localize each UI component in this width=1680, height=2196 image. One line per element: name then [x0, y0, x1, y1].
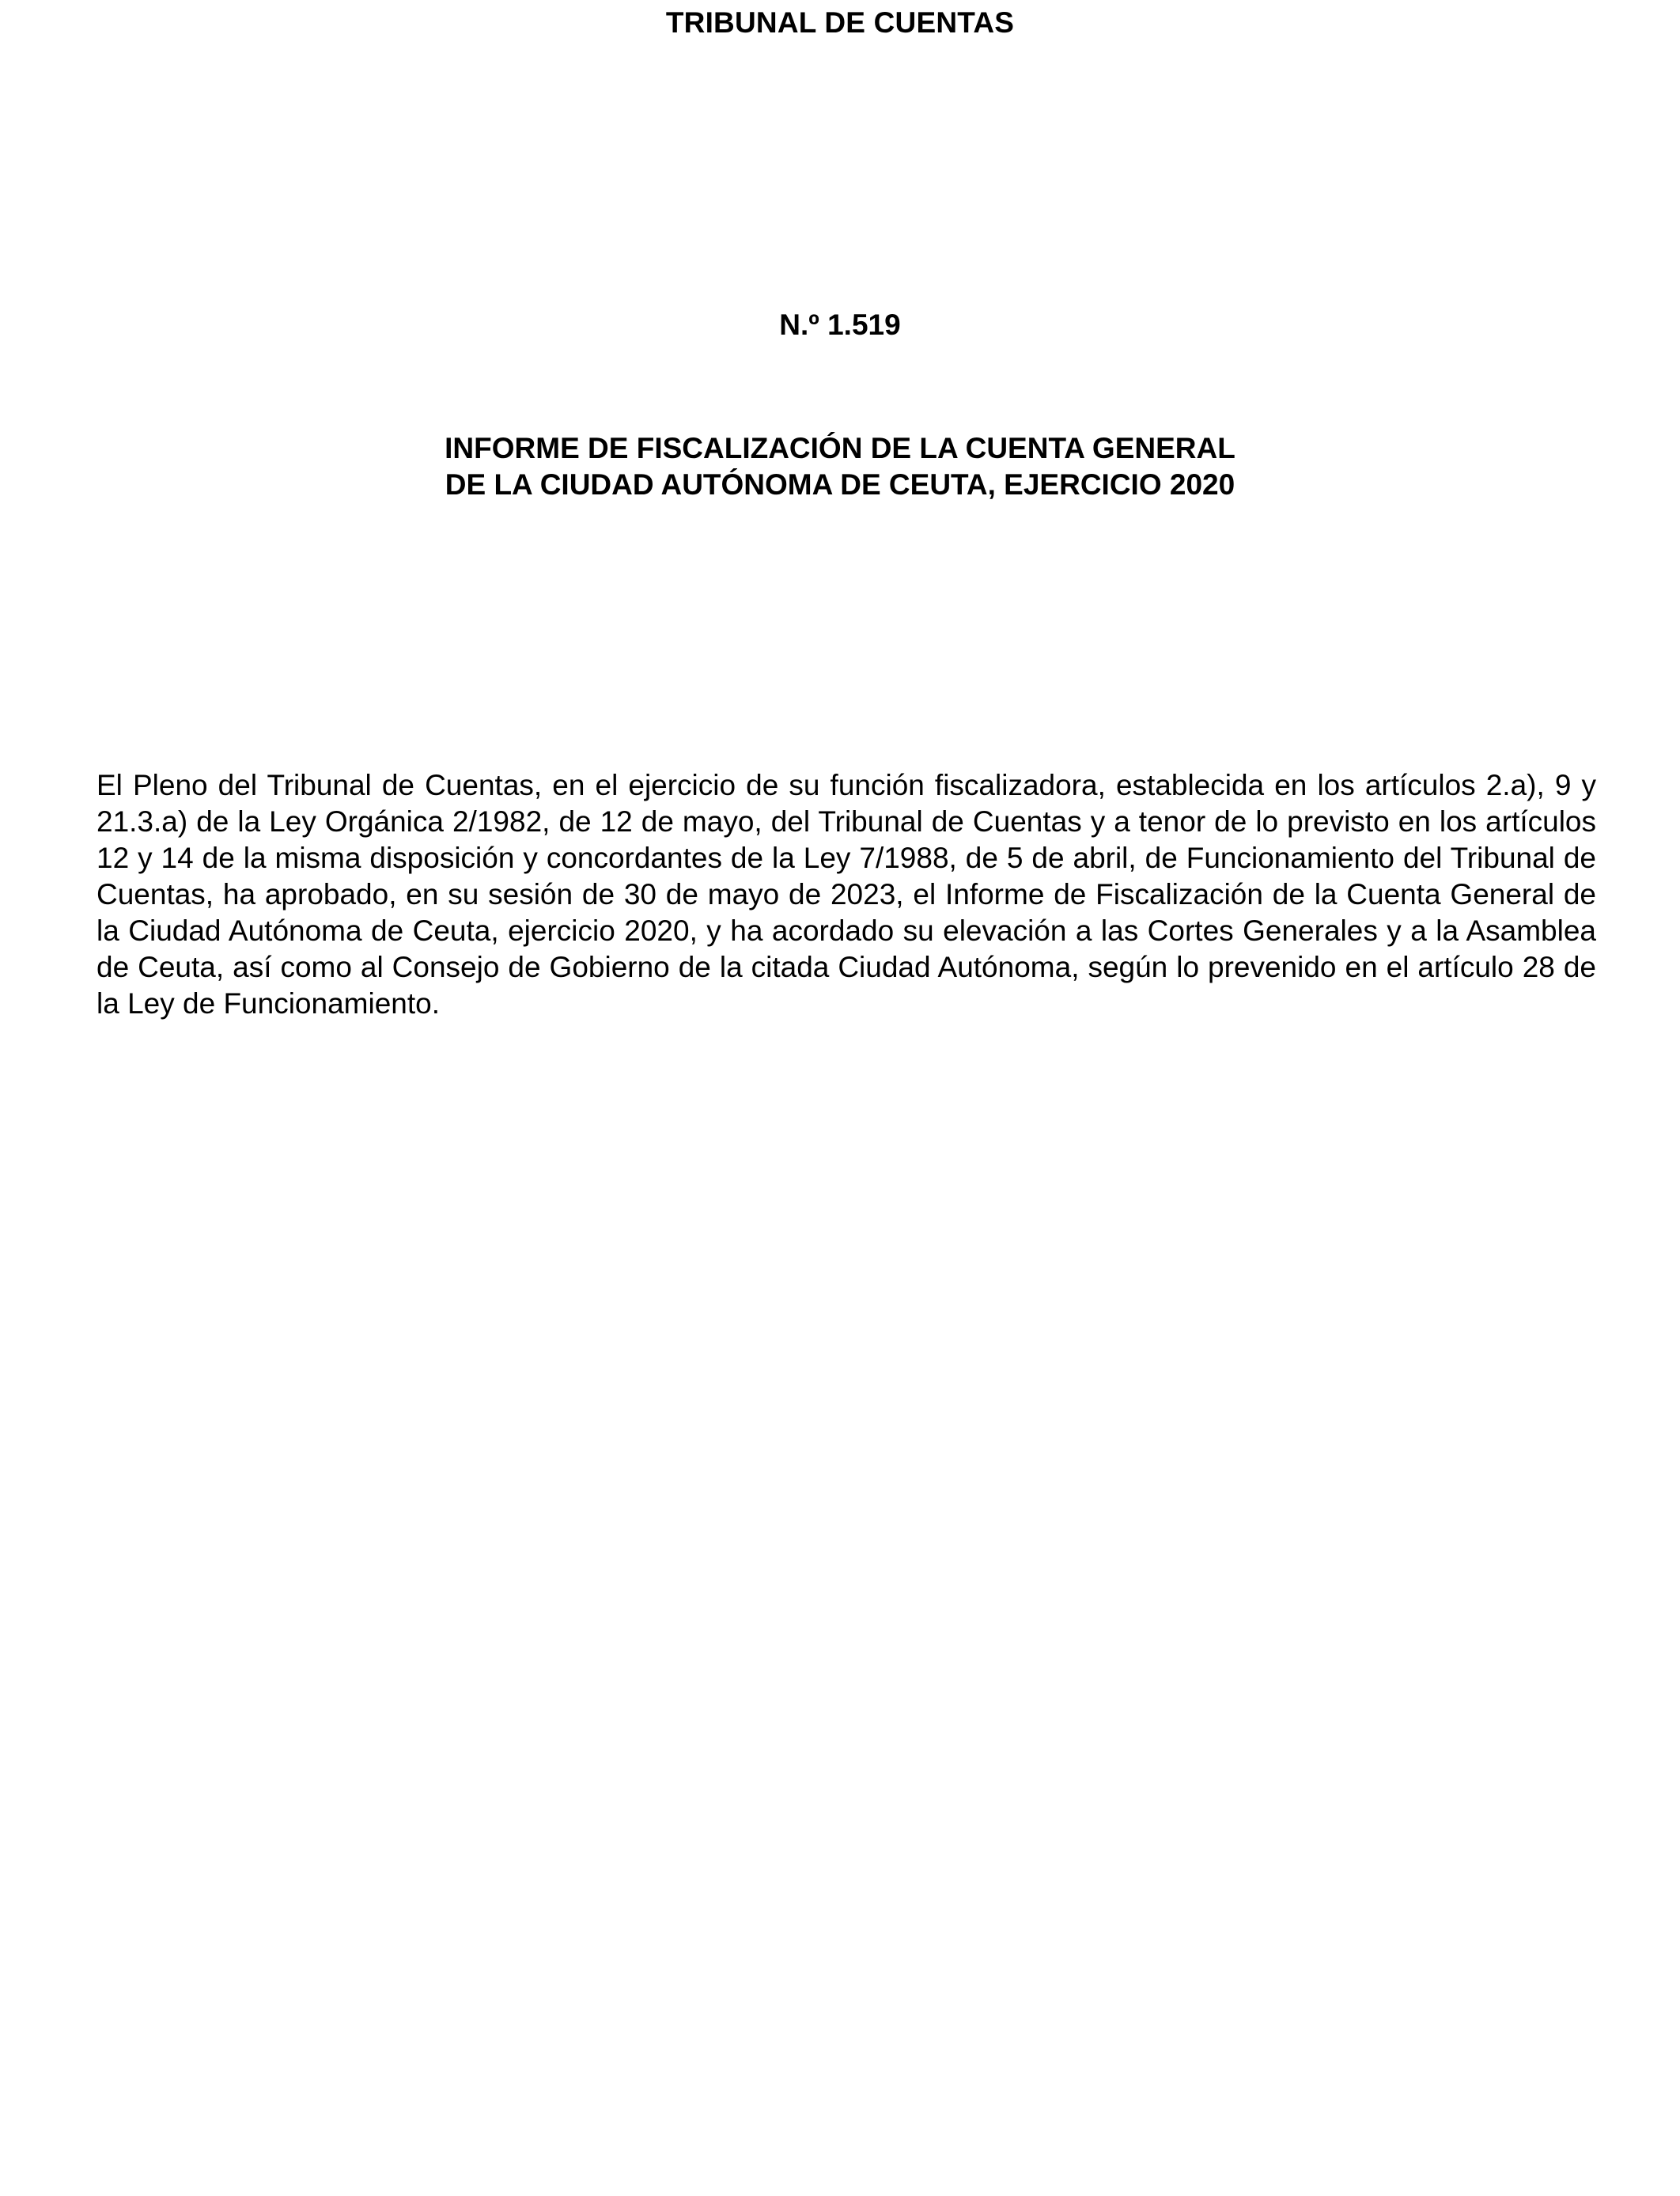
report-title-line-1: INFORME DE FISCALIZACIÓN DE LA CUENTA GENERAL [445, 432, 1235, 464]
approval-paragraph: El Pleno del Tribunal de Cuentas, en el ejercicio de su función fiscalizadora, establecida en los artículos 2.a), 9 y 21.3.a) de la Ley Orgánica 2/1982, de 12 de mayo, del Tribunal de Cuentas y a tenor de lo previsto en los artículos 12 y 14 de la misma disposición y concordantes de la Ley 7/1988, de 5 de abril, de Funcionamiento del Tribunal de Cuentas, ha aprobado, en su sesión de 30 de mayo de 2023, el Informe de Fiscalización de la Cuenta General de la Ciudad Autónoma de Ceuta, ejercicio 2020, y ha acordado su elevación a las Cortes Generales y a la Asamblea de Ceuta, así como al Consejo de Gobierno de la citada Ciudad Autónoma, según lo prevenido en el artículo 28 de la Ley de Funcionamiento. [96, 769, 1596, 1020]
report-title [0, 430, 1680, 503]
institution-header: TRIBUNAL DE CUENTAS [665, 6, 1015, 39]
report-number: N.º 1.519 [779, 309, 901, 341]
report-title-line-2: DE LA CIUDAD AUTÓNOMA DE CEUTA, EJERCICIO 2020 [445, 468, 1235, 501]
